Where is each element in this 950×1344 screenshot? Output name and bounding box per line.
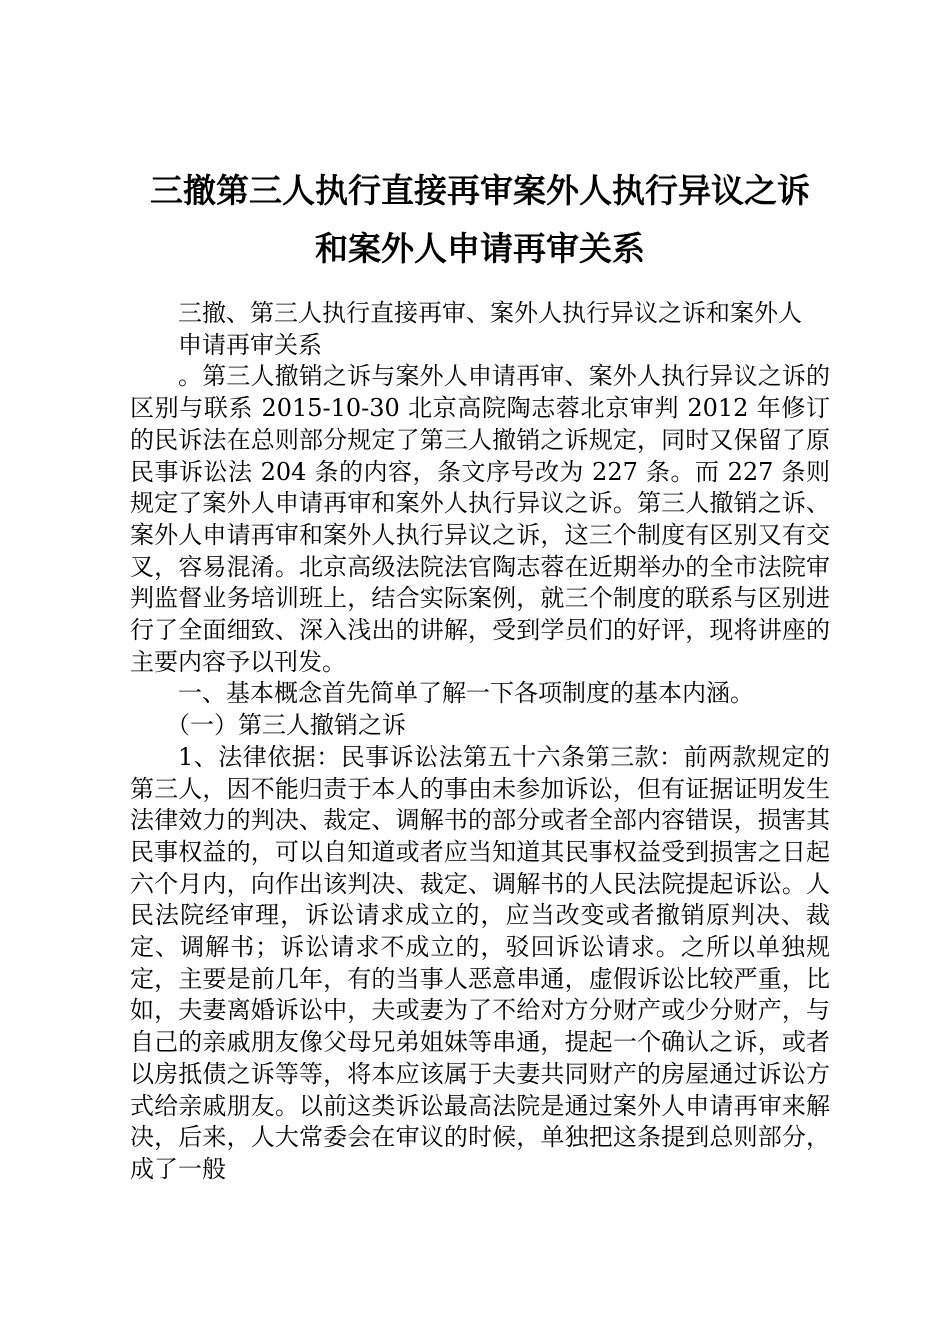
subtitle-line-1: 三撤、第三人执行直接再审、案外人执行异议之诉和案外人 [178,299,802,327]
section-heading-1-1: （一）第三人撤销之诉 [166,711,406,740]
document-title [130,162,830,278]
section-heading-1: 一、基本概念首先简单了解一下各项制度的基本内涵。 [178,679,754,708]
document-body [130,298,830,1186]
paragraph-intro: 。第三人撤销之诉与案外人申请再审、案外人执行异议之诉的区别与联系 2015-10-30 北京高院陶志蓉北京审判 2012 年修订的民诉法在总则部分规定了第三人撤销之诉规定，同时又保留了原民事诉讼法 204 条的内容，条文序号改为 227 条。而 227 条则规定了案外人申请再审和案外人执行异议之诉。第三人撤销之诉、案外人申请再审和案外人执行异议之诉，这三个制度有区别又有交叉，容易混淆。北京高级法院法官陶志蓉在近期举办的全市法院审判监督业务培训班上，结合实际案例，就三个制度的联系与区别进行了全面细致、深入浅出的讲解，受到学员们的好评，现将讲座的主要内容予以刊发。 [130,362,830,676]
paragraph-legal-basis: 1、法律依据：民事诉讼法第五十六条第三款：前两款规定的第三人，因不能归责于本人的事由未参加诉讼，但有证据证明发生法律效力的判决、裁定、调解书的部分或者全部内容错误，损害其民事权益的，可以自知道或者应当知道其民事权益受到损害之日起六个月内，向作出该判决、裁定、调解书的人民法院提起诉讼。人民法院经审理，诉讼请求成立的，应当改变或者撤销原判决、裁定、调解书；诉讼请求不成立的，驳回诉讼请求。之所以单独规定，主要是前几年，有的当事人恶意串通，虚假诉讼比较严重，比如，夫妻离婚诉讼中，夫或妻为了不给对方分财产或少分财产，与自己的亲戚朋友像父母兄弟姐妹等串通，提起一个确认之诉，或者以房抵债之诉等等，将本应该属于夫妻共同财产的房屋通过诉讼方式给亲戚朋友。以前这类诉讼最高法院是通过案外人申请再审来解决，后来，人大常委会在审议的时候，单独把这条提到总则部分，成了一般 [130,742,830,1183]
title-line-2: 和案外人申请再审关系 [315,229,645,268]
title-line-1: 三撤第三人执行直接再审案外人执行异议之诉 [150,171,810,210]
subtitle-line-2: 申请再审关系 [178,330,322,359]
